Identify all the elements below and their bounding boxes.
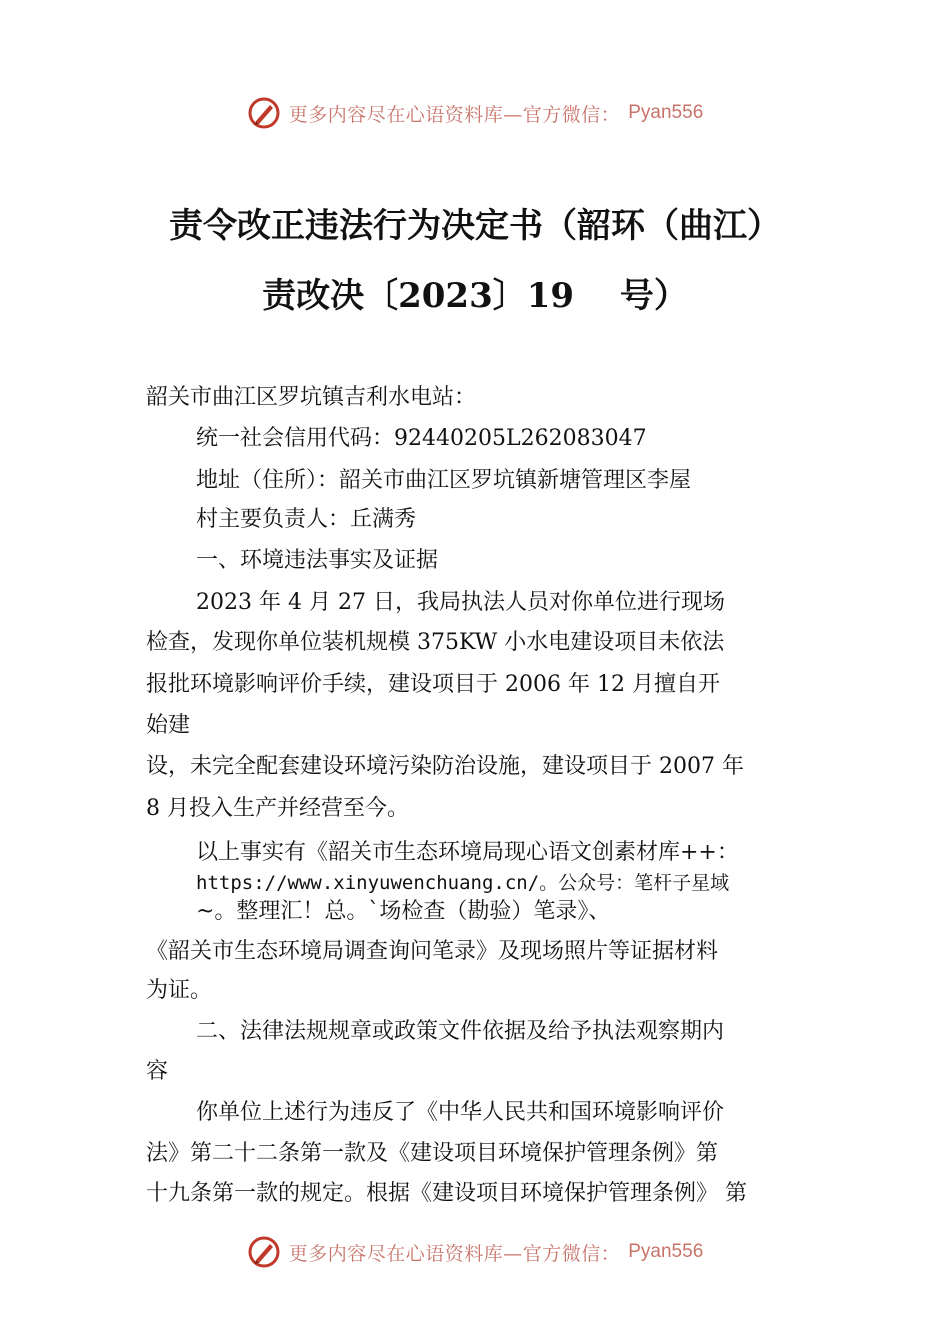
body-line: 韶关市曲江区罗坑镇吉利水电站：	[146, 385, 477, 410]
body-line: 一、环境违法事实及证据	[196, 548, 439, 573]
body-line-url: https://www.xinyuwenchuang.cn/。公众号：笔杆子星域	[196, 872, 730, 894]
document-title-line-2: 责改决〔2023〕19 号）	[262, 276, 688, 316]
body-line: 《韶关市生态环境局调查询问笔录》及现场照片等证据材料	[146, 939, 719, 964]
body-line: 容	[146, 1059, 169, 1084]
watermark-footer	[0, 1232, 950, 1272]
pen-logo-icon	[247, 96, 281, 130]
body-line: 2023 年 4 月 27 日，我局执法人员对你单位进行现场	[196, 590, 725, 615]
watermark-text: 更多内容尽在心语资料库—官方微信：	[288, 1242, 621, 1265]
body-line: 设，未完全配套建设环境污染防治设施，建设项目于 2007 年	[146, 754, 744, 779]
body-line: 8 月投入生产并经营至今。	[146, 796, 409, 821]
body-line: 报批环境影响评价手续，建设项目于 2006 年 12 月擅自开	[146, 672, 720, 697]
body-line: 检查，发现你单位装机规模 375KW 小水电建设项目未依法	[146, 630, 725, 655]
pen-logo-icon	[247, 1235, 281, 1269]
watermark-wechat-id: Pyan556	[628, 102, 704, 123]
body-line: 十九条第一款的规定。根据《建设项目环境保护管理条例》 第	[146, 1181, 747, 1206]
body-line: 以上事实有《韶关市生态环境局现心语文创素材库++：	[196, 840, 739, 865]
watermark-header	[0, 93, 950, 133]
body-line: 地址（住所）：韶关市曲江区罗坑镇新塘管理区李屋	[196, 468, 692, 493]
watermark-text: 更多内容尽在心语资料库—官方微信：	[288, 103, 621, 126]
body-line: 法》第二十二条第一款及《建设项目环境保护管理条例》第	[146, 1141, 719, 1166]
body-line: 二、法律法规规章或政策文件依据及给予执法观察期内	[196, 1019, 725, 1044]
body-line: ~。整理汇！总。`场检查（勘验）笔录》、	[196, 899, 611, 924]
watermark-wechat-id: Pyan556	[628, 1241, 704, 1262]
body-line: 村主要负责人：丘满秀	[196, 507, 417, 532]
body-line: 你单位上述行为违反了《中华人民共和国环境影响评价	[196, 1100, 725, 1125]
body-line: 始建	[146, 713, 191, 738]
body-line: 统一社会信用代码：92440205L262083047	[196, 426, 647, 451]
document-title-line-1: 责令改正违法行为决定书（韶环（曲江）	[169, 206, 781, 246]
body-line: 为证。	[146, 978, 213, 1003]
